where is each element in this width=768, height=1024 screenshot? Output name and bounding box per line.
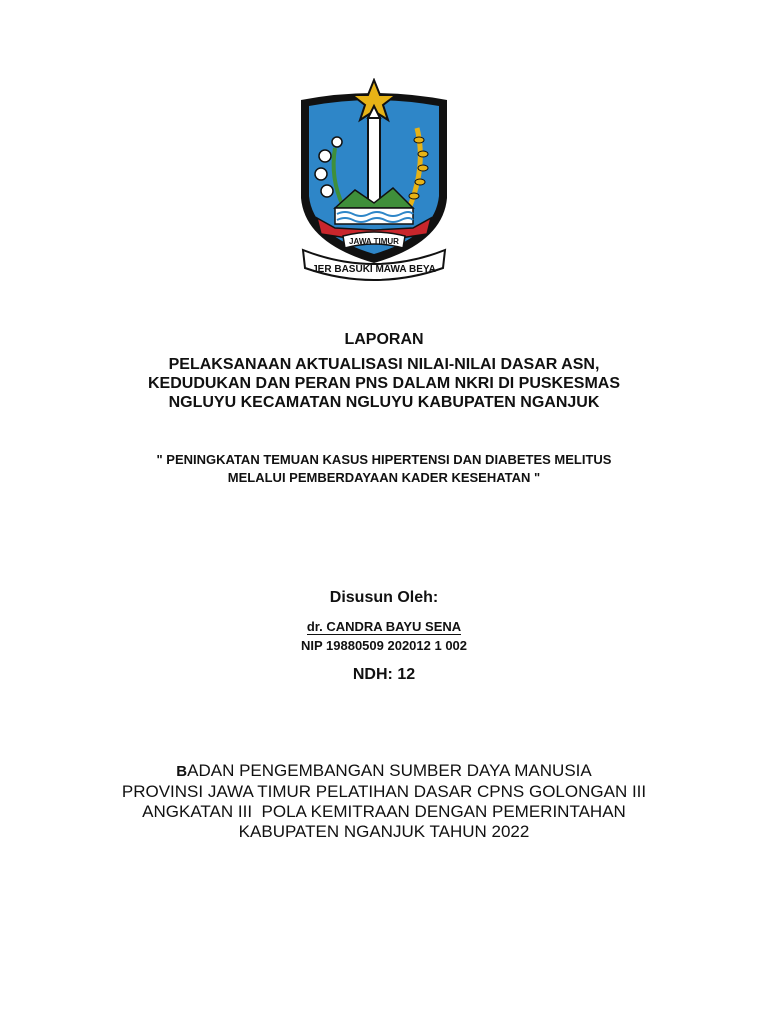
institution-initial: B bbox=[176, 763, 188, 780]
institution-line-2: PROVINSI JAWA TIMUR PELATIHAN DASAR CPNS GOLONGAN III bbox=[121, 782, 647, 801]
institution-line-1 bbox=[0, 761, 768, 782]
author-nip: NIP 19880509 202012 1 002 bbox=[300, 638, 468, 653]
title-line: PELAKSANAAN AKTUALISASI NILAI-NILAI DASAR ASN, bbox=[168, 356, 600, 373]
institution-line-3: ANGKATAN III POLA KEMITRAAN DENGAN PEMERINTAHAN bbox=[142, 802, 626, 821]
institution-line-4: KABUPATEN NGANJUK TAHUN 2022 bbox=[238, 822, 530, 841]
institution-block bbox=[0, 761, 768, 842]
jawa-timur-coat-of-arms bbox=[295, 78, 453, 288]
emblem-ribbon-text: JAWA TIMUR bbox=[349, 237, 399, 246]
compiled-by-label: Disusun Oleh: bbox=[329, 589, 439, 606]
subtitle-line: " PENINGKATAN TEMUAN KASUS HIPERTENSI DAN DIABETES MELITUS bbox=[156, 452, 612, 467]
emblem-motto-text: JER BASUKI MAWA BEYA bbox=[312, 264, 436, 275]
report-heading: LAPORAN bbox=[344, 331, 424, 348]
report-subtitle bbox=[0, 451, 768, 487]
title-line: NGLUYU KECAMATAN NGLUYU KABUPATEN NGANJUK bbox=[168, 394, 600, 411]
author-ndh: NDH: 12 bbox=[352, 666, 416, 683]
title-line: KEDUDUKAN DAN PERAN PNS DALAM NKRI DI PUSKESMAS bbox=[147, 375, 621, 392]
author-name bbox=[0, 619, 768, 634]
author-name-text: dr. CANDRA BAYU SENA bbox=[306, 619, 462, 634]
subtitle-line: MELALUI PEMBERDAYAAN KADER KESEHATAN " bbox=[227, 470, 541, 485]
institution-line-1-rest: ADAN PENGEMBANGAN SUMBER DAYA MANUSIA bbox=[187, 761, 592, 780]
report-title bbox=[0, 355, 768, 412]
